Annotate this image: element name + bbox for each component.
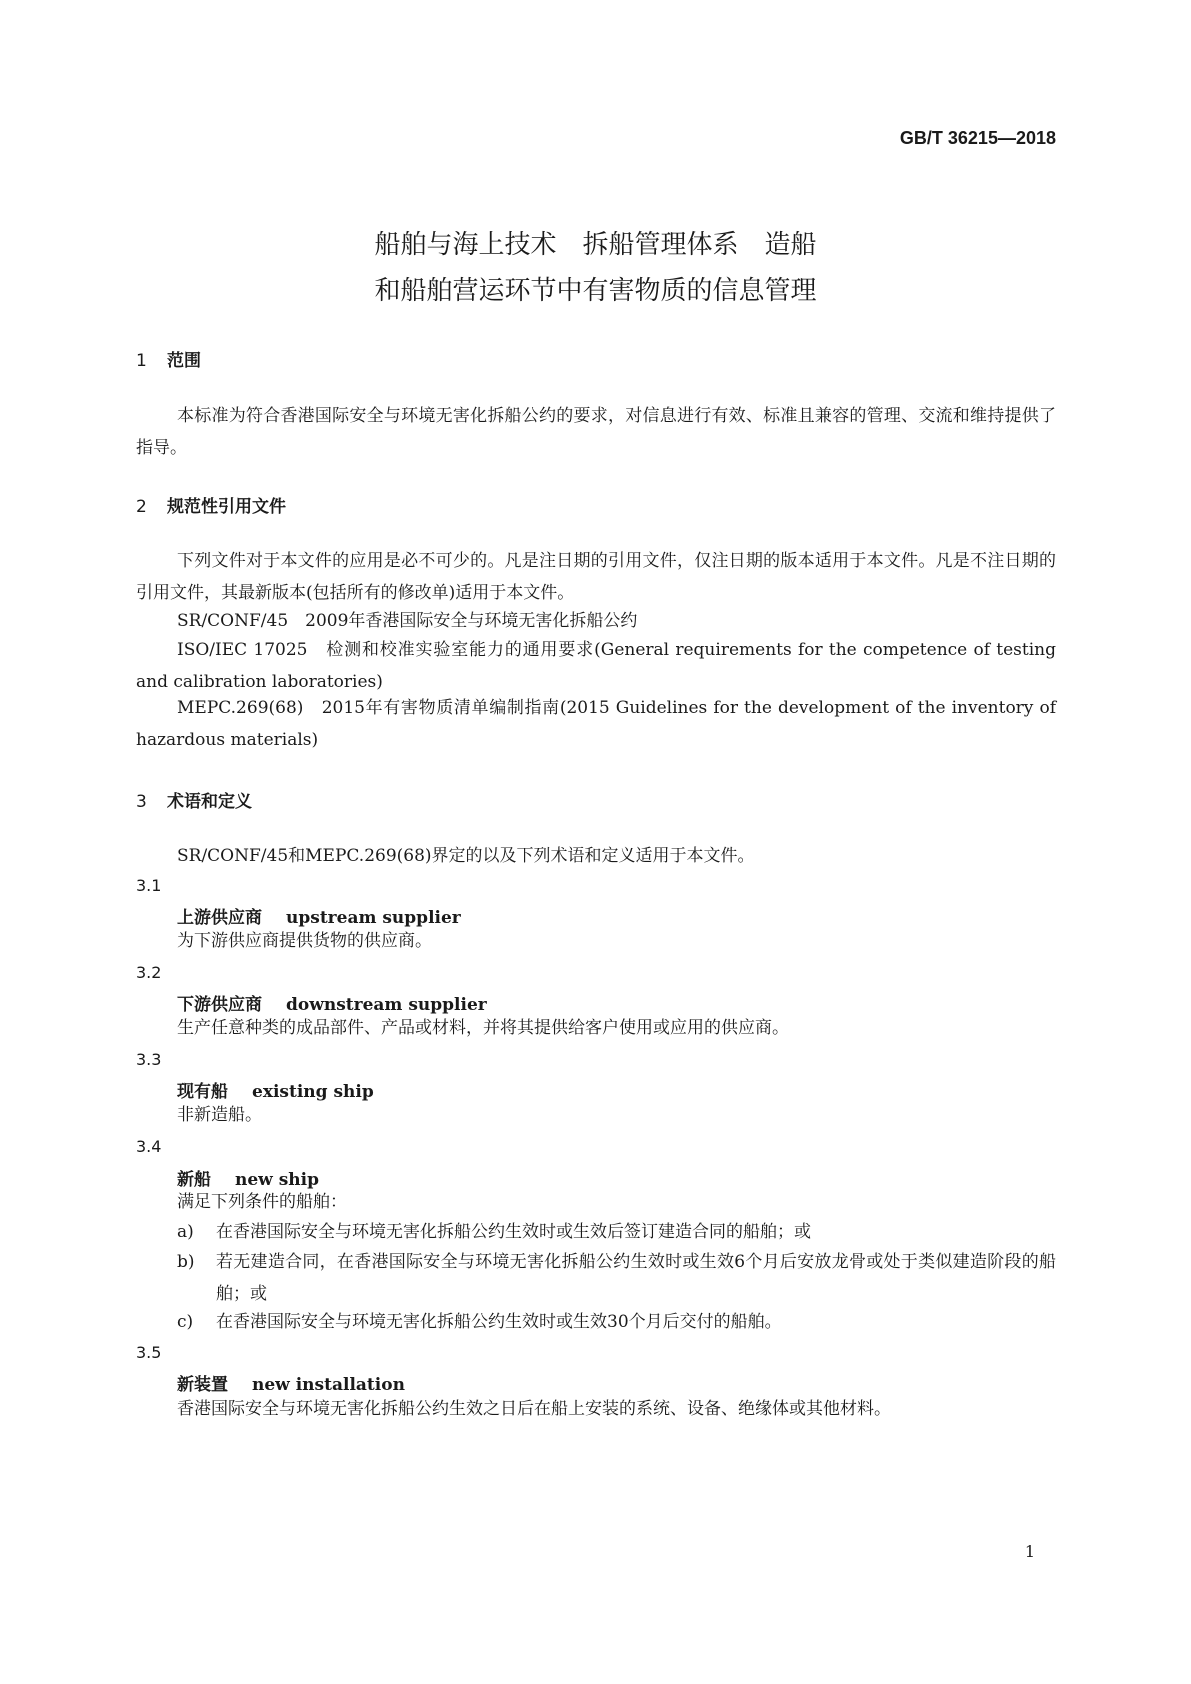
list-marker: b) <box>177 1252 195 1272</box>
term-en: downstream supplier <box>286 995 487 1015</box>
section-title: 术语和定义 <box>167 792 252 812</box>
list-text: 若无建造合同，在香港国际安全与环境无害化拆船公约生效时或生效6个月后安放龙骨或处于类似建造阶段的船舶；或 <box>216 1252 1056 1304</box>
list-text: 在香港国际安全与环境无害化拆船公约生效时或生效后签订建造合同的船舶；或 <box>216 1222 811 1242</box>
page-number: 1 <box>1024 1542 1035 1561</box>
section-number: 1 <box>136 351 147 371</box>
term-definition: 满足下列条件的船舶： <box>177 1192 347 1212</box>
term-number: 3.3 <box>136 1050 162 1069</box>
section-3-heading <box>136 787 252 812</box>
term-zh: 下游供应商 <box>177 995 262 1015</box>
term-definition: 为下游供应商提供货物的供应商。 <box>177 931 432 951</box>
title-line-1: 船舶与海上技术 拆船管理体系 造船 <box>374 230 817 260</box>
term-number: 3.5 <box>136 1343 162 1362</box>
section-title: 规范性引用文件 <box>167 497 286 517</box>
list-marker: c) <box>177 1312 194 1332</box>
term-definition: 生产任意种类的成品部件、产品或材料，并将其提供给客户使用或应用的供应商。 <box>177 1018 789 1038</box>
term-en: new ship <box>235 1170 320 1190</box>
term-zh: 现有船 <box>177 1082 228 1102</box>
term-zh: 上游供应商 <box>177 908 262 928</box>
section-3-intro: SR/CONF/45和MEPC.269(68)界定的以及下列术语和定义适用于本文件。 <box>177 846 755 866</box>
document-title <box>0 222 1191 314</box>
term-en: upstream supplier <box>286 908 461 928</box>
term-en: new installation <box>252 1375 405 1395</box>
section-number: 3 <box>136 792 147 812</box>
term-number: 3.1 <box>136 876 162 895</box>
title-line-2: 和船舶营运环节中有害物质的信息管理 <box>374 276 817 306</box>
term-definition: 非新造船。 <box>177 1105 262 1125</box>
term-zh: 新船 <box>177 1170 211 1190</box>
section-1-heading <box>136 346 201 371</box>
term-en: existing ship <box>252 1082 374 1102</box>
standard-number: GB/T 36215—2018 <box>899 128 1056 148</box>
section-2-intro: 下列文件对于本文件的应用是必不可少的。凡是注日期的引用文件，仅注日期的版本适用于本文件。凡是不注日期的引用文件，其最新版本(包括所有的修改单)适用于本文件。 <box>136 551 1056 603</box>
list-text: 在香港国际安全与环境无害化拆船公约生效时或生效30个月后交付的船舶。 <box>216 1312 782 1332</box>
list-item <box>177 1246 1056 1310</box>
reference-sr-conf-45: SR/CONF/45 2009年香港国际安全与环境无害化拆船公约 <box>177 611 638 631</box>
section-title: 范围 <box>167 351 201 371</box>
reference-mepc-269: MEPC.269(68) 2015年有害物质清单编制指南(2015 Guidelines for the development of the inventory of hazardous materials) <box>136 698 1056 750</box>
list-marker: a) <box>177 1222 194 1242</box>
term-zh: 新装置 <box>177 1375 228 1395</box>
list-item <box>177 1216 1056 1248</box>
list-item <box>177 1306 1056 1338</box>
term-number: 3.2 <box>136 963 162 982</box>
section-number: 2 <box>136 497 147 517</box>
section-1-text: 本标准为符合香港国际安全与环境无害化拆船公约的要求，对信息进行有效、标准且兼容的管理、交流和维持提供了指导。 <box>136 406 1056 458</box>
term-heading <box>177 1370 405 1395</box>
reference-iso-iec-17025: ISO/IEC 17025 检测和校准实验室能力的通用要求(General requirements for the competence of testing and calibration laboratories) <box>136 640 1056 692</box>
term-definition: 香港国际安全与环境无害化拆船公约生效之日后在船上安装的系统、设备、绝缘体或其他材料。 <box>177 1399 891 1419</box>
term-number: 3.4 <box>136 1137 162 1156</box>
section-2-heading <box>136 492 286 517</box>
